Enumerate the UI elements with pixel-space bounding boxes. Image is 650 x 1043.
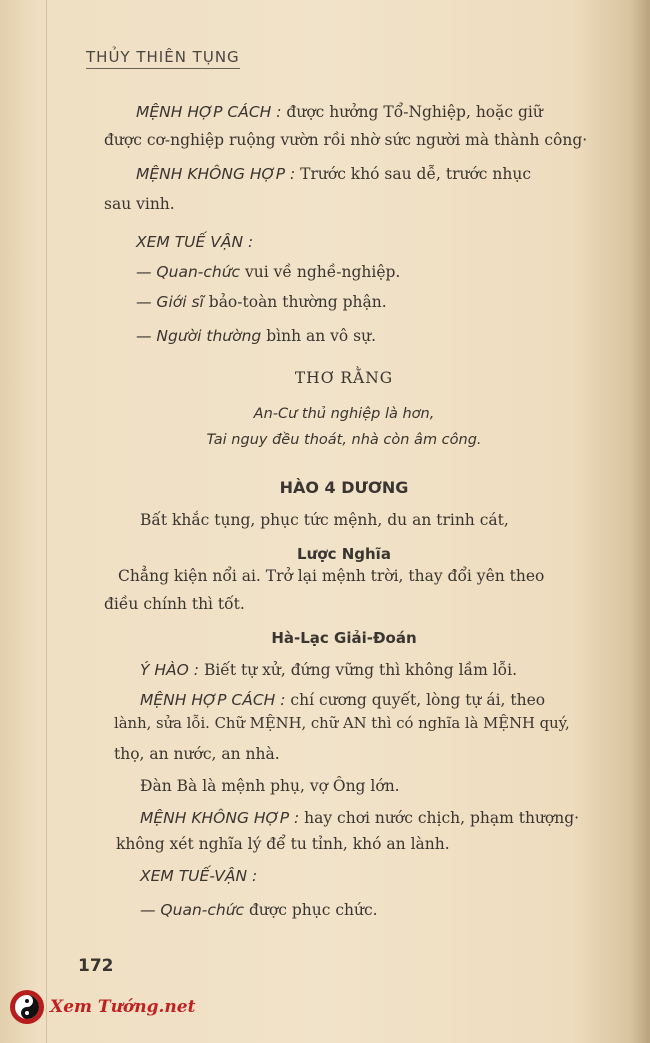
text-line: — Người thường bình an vô sự. [136, 327, 377, 345]
section-label: XEM TUẾ-VẬN : [140, 867, 258, 885]
section-label: XEM TUẾ VẬN : [136, 233, 254, 251]
text-line: — Giới sĩ bảo-toàn thường phận. [136, 293, 387, 311]
yin-yang-icon [10, 990, 44, 1024]
text-line: được cơ-nghiệp ruộng vườn rồi nhờ sức người mà thành công· [104, 131, 588, 149]
section-heading: HÀO 4 DƯƠNG [279, 478, 409, 497]
watermark [10, 990, 195, 1024]
poem-line: Tai nguy đều thoát, nhà còn âm công. [206, 432, 482, 448]
poem-title: THƠ RẰNG [294, 369, 394, 387]
poem-line: An-Cư thủ nghiệp là hơn, [253, 406, 435, 422]
text-line: — Quan-chức được phục chức. [140, 901, 378, 919]
text-line: MỆNH HỢP CÁCH : chí cương quyết, lòng tự ái, theo [140, 691, 546, 709]
sub-heading: Hà-Lạc Giải-Đoán [271, 629, 417, 647]
text-line: Chẳng kiện nổi ai. Trở lại mệnh trời, thay đổi yên theo [118, 567, 545, 585]
sub-heading: Lược Nghĩa [297, 545, 391, 563]
text-line: Ý HÀO : Biết tự xử, đứng vững thì không lầm lỗi. [140, 661, 518, 679]
text-line: không xét nghĩa lý để tu tỉnh, khó an lành. [116, 835, 450, 853]
text-line: MỆNH KHÔNG HỢP : hay chơi nước chịch, phạm thượng· [140, 809, 580, 827]
page-fold [46, 0, 47, 1043]
text-line: Bất khắc tụng, phục tức mệnh, du an trinh cát, [140, 511, 509, 529]
text-line: điều chính thì tốt. [104, 595, 245, 613]
text-line: MỆNH KHÔNG HỢP : Trước khó sau dễ, trước nhục [136, 165, 532, 183]
text-line: thọ, an nước, an nhà. [114, 745, 280, 763]
text-line: MỆNH HỢP CÁCH : được hưởng Tổ-Nghiệp, hoặc giữ [136, 103, 543, 121]
text-line: Đàn Bà là mệnh phụ, vợ Ông lớn. [140, 777, 400, 795]
watermark-text: Xem Tướng.net [50, 997, 196, 1017]
running-header: THỦY THIÊN TỤNG [86, 48, 240, 69]
text-line: sau vinh. [104, 195, 175, 213]
text-line: lành, sửa lỗi. Chữ MỆNH, chữ AN thì có nghĩa là MỆNH quý, [114, 715, 570, 732]
page-number: 172 [78, 956, 114, 976]
text-line: — Quan-chức vui về nghề-nghiệp. [136, 263, 401, 281]
